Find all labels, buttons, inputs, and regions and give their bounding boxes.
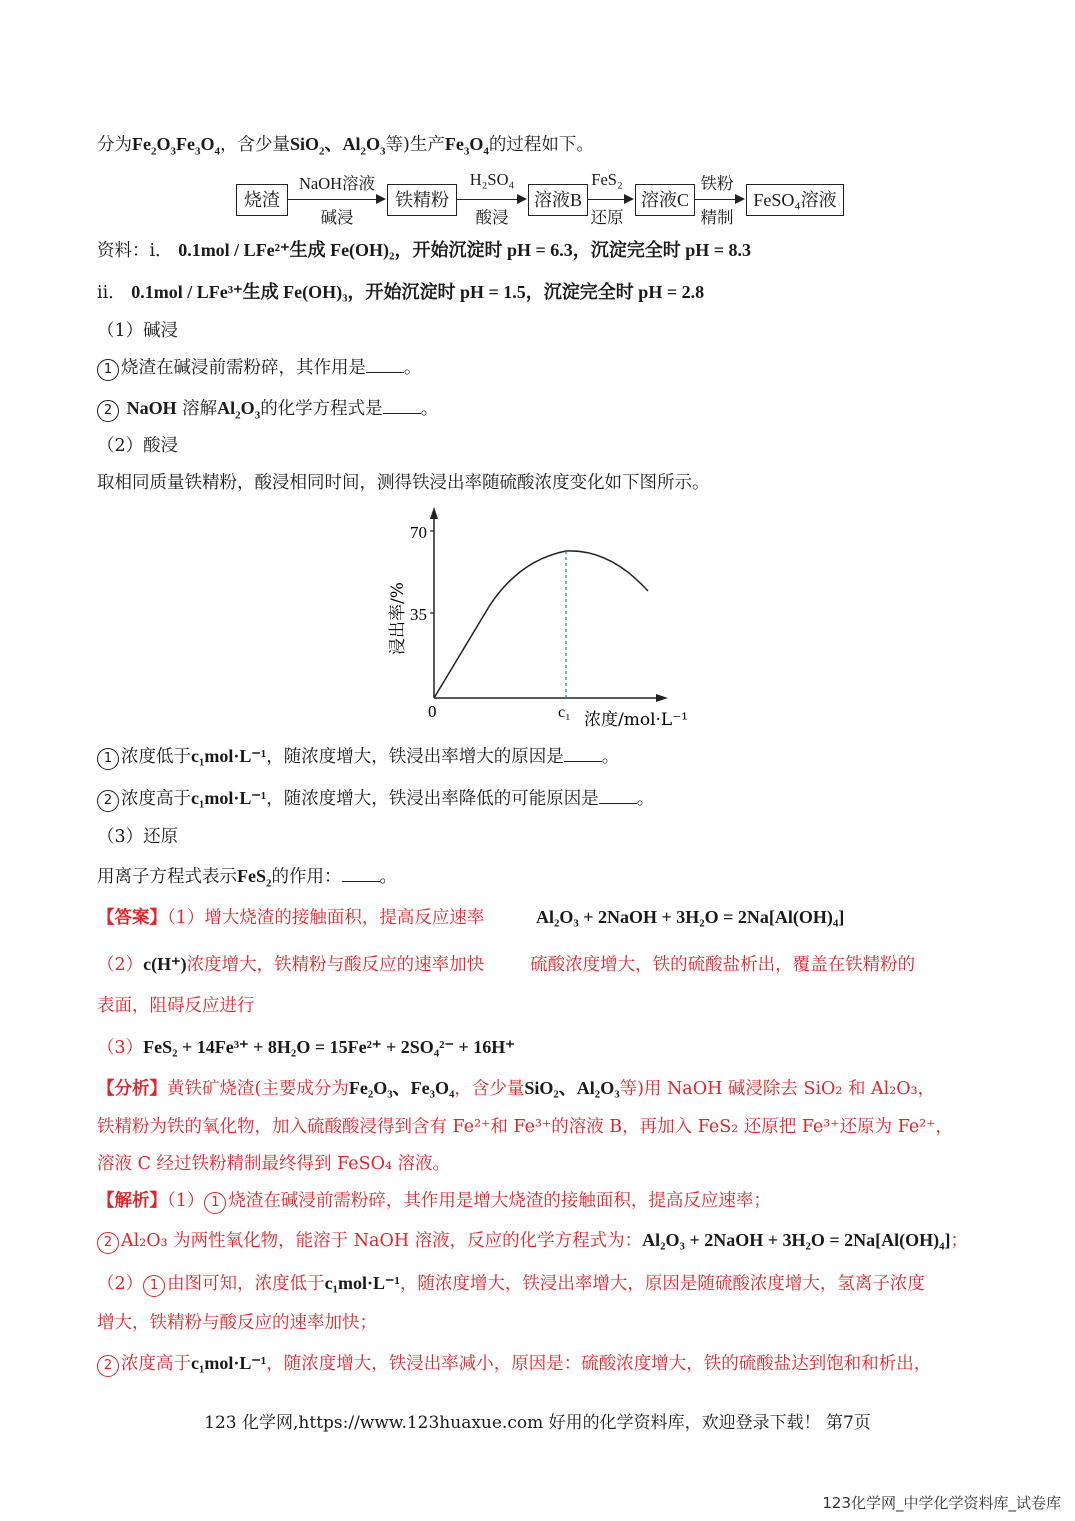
answer-line-4: （3）FeS₂ + 14Fe³⁺ + 8H₂O = 15Fe²⁺ + 2SO₄²⁻ + 16H⁺	[97, 1037, 515, 1058]
solution-line-1: 【解析】（1） 1 烧渣在碱浸前需粉碎，其作用是增大烧渣的接触面积，提高反应速率；	[97, 1189, 771, 1214]
flow-arrow1-bottom: 碱浸	[320, 208, 354, 227]
q1-item1: 1 烧渣在碱浸前需粉碎，其作用是 。	[97, 356, 422, 381]
flow-box-iron-concentrate: 铁精粉	[387, 184, 457, 216]
flow-box-slag: 烧渣	[236, 184, 288, 216]
solution-line-5: 2 浓度高于c₁mol·L⁻¹，随浓度增大，铁浸出率减小，原因是：硫酸浓度增大，铁的硫酸盐达到饱和和析出，	[97, 1351, 931, 1377]
solution-line-2: 2 Al₂O₃ 为两性氧化物，能溶于 NaOH 溶液，反应的化学方程式为：Al₂O₃ + 2NaOH + 3H₂O = 2Na[Al(OH)₄]；	[97, 1228, 968, 1254]
q2-item2: 2 浓度高于c₁mol·L⁻¹，随浓度增大，铁浸出率降低的可能原因是 。	[97, 786, 654, 812]
flow-arrow2-top: H₂SO₄	[469, 170, 515, 189]
analysis-line-3: 溶液 C 经过铁粉精制最终得到 FeSO₄ 溶液。	[97, 1154, 451, 1174]
y-tick-70: 70	[410, 523, 427, 542]
q1-title: （1）碱浸	[97, 321, 179, 341]
q2-desc: 取相同质量铁精粉，酸浸相同时间，测得铁浸出率随硫酸浓度变化如下图所示。	[97, 473, 710, 493]
leaching-rate-graph	[370, 505, 710, 735]
analysis-line-2: 铁精粉为铁的氧化物，加入硫酸酸浸得到含有 Fe²⁺和 Fe³⁺的溶液 B，再加入 FeS₂ 还原把 Fe³⁺还原为 Fe²⁺，	[97, 1117, 954, 1137]
info-line-1: 资料：i． 0.1mol / LFe²⁺生成 Fe(OH)₂，开始沉淀时 pH = 6.3，沉淀完全时 pH = 8.3	[97, 240, 751, 261]
q3-desc: 用离子方程式表示FeS$_2$的作用： 。	[97, 866, 397, 890]
origin-label: 0	[428, 702, 437, 721]
x-axis-label: 浓度/mol·L⁻¹	[584, 710, 689, 730]
flow-box-feso4: FeSO₄溶液	[746, 184, 844, 216]
solution-line-3: （2） 1 由图可知，浓度低于c₁mol·L⁻¹，随浓度增大，铁浸出率增大，原因是随硫酸浓度增大，氢离子浓度	[97, 1271, 925, 1297]
page-footer: 123 化学网,https://www.123huaxue.com 好用的化学资料库，欢迎登录下载！ 第7页	[204, 1413, 871, 1433]
intro-line: 分为$Fe_2O_3Fe_3O_4$，含少量SiO$_2$、$Al_2O_3$等)生产$Fe_3O_4$的过程如下。	[97, 134, 594, 158]
flow-box-solution-c: 溶液C	[635, 184, 695, 216]
q1-item2: 2 NaOH 溶解$Al_2O_3$的化学方程式是 。	[97, 396, 438, 428]
flow-arrow4-top: 铁粉	[700, 174, 734, 193]
flow-box-solution-b: 溶液B	[528, 184, 588, 216]
site-watermark: 123化学网_中学化学资料库_试卷库	[822, 1494, 1061, 1512]
flow-arrow1-top: NaOH溶液	[298, 174, 376, 193]
info-line-2: ii． 0.1mol / LFe³⁺生成 Fe(OH)₃，开始沉淀时 pH = 1.5，沉淀完全时 pH = 2.8	[97, 282, 705, 303]
q2-item1: 1 浓度低于c₁mol·L⁻¹，随浓度增大，铁浸出率增大的原因是 。	[97, 744, 619, 770]
leaching-curve	[434, 551, 648, 698]
analysis-line-1: 【分析】黄铁矿烧渣(主要成分为Fe₂O₃、Fe₃O₄，含少量SiO₂、Al₂O₃等)用 NaOH 碱浸除去 SiO₂ 和 Al₂O₃，	[97, 1078, 936, 1099]
y-tick-35: 35	[410, 605, 427, 624]
flow-arrow4-bottom: 精制	[700, 208, 734, 227]
c1-label: c₁	[558, 704, 571, 721]
answer-line-3: 表面，阻碍反应进行	[97, 996, 255, 1016]
flow-arrow3-top: FeS₂	[591, 170, 623, 189]
solution-line-4: 增大，铁精粉与酸反应的速率加快；	[97, 1313, 377, 1333]
answer-line-2: （2）c(H⁺)浓度增大，铁精粉与酸反应的速率加快 硫酸浓度增大，铁的硫酸盐析出，覆盖在铁精粉的	[97, 954, 916, 975]
process-flow	[236, 170, 846, 230]
answer-line-1: 【答案】（1）增大烧渣的接触面积，提高反应速率 Al₂O₃ + 2NaOH + 3H₂O = 2Na[Al(OH)₄]	[97, 907, 845, 928]
flow-arrow3-bottom: 还原	[590, 208, 624, 227]
flow-arrow2-bottom: 酸浸	[475, 208, 509, 227]
q2-title: （2）酸浸	[97, 436, 179, 456]
q3-title: （3）还原	[97, 827, 179, 847]
y-axis-label: 浸出率/%	[388, 582, 408, 655]
